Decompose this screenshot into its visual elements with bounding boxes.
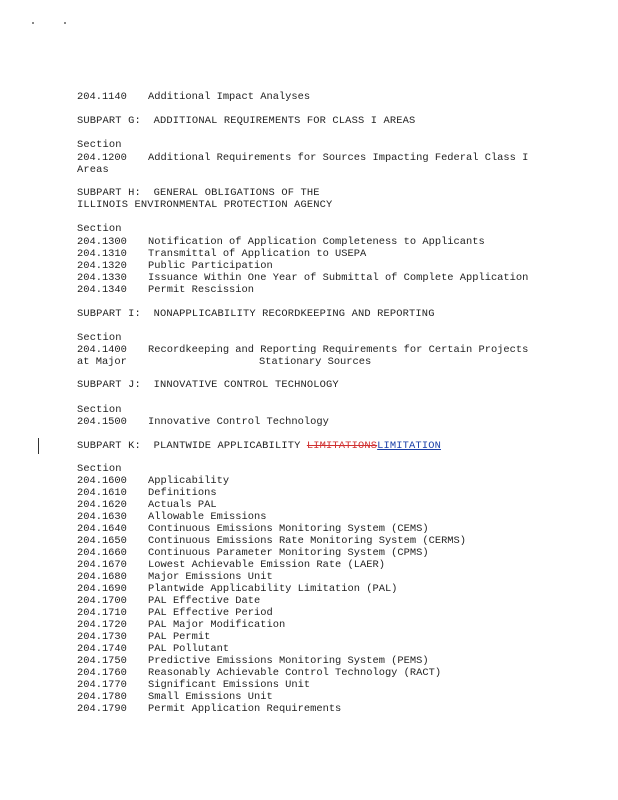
inserted-text: LIMITATION (377, 440, 441, 452)
section-title: PAL Effective Date (148, 595, 261, 607)
section-number: 204.1630 (77, 511, 127, 523)
section-title: PAL Permit (148, 631, 211, 643)
section-title: Additional Requirements for Sources Impacting Federal Class I (148, 152, 529, 164)
section-title: Innovative Control Technology (148, 416, 329, 428)
section-number: 204.1670 (77, 559, 127, 571)
toc-entry (77, 643, 229, 655)
toc-entry (77, 535, 466, 547)
section-title: Allowable Emissions (148, 511, 267, 523)
section-title: Continuous Parameter Monitoring System (CPMS) (148, 547, 429, 559)
toc-entry (77, 344, 528, 356)
section-number: 204.1320 (77, 260, 127, 272)
section-number: 204.1690 (77, 583, 127, 595)
toc-entry (77, 583, 397, 595)
toc-entry (77, 475, 229, 487)
section-title: Continuous Emissions Monitoring System (CEMS) (148, 523, 429, 535)
subpart-k-heading (77, 440, 441, 452)
section-number: 204.1340 (77, 284, 127, 296)
section-title: Public Participation (148, 260, 273, 272)
section-title: Continuous Emissions Rate Monitoring System (CERMS) (148, 535, 467, 547)
section-title: Actuals PAL (148, 499, 217, 511)
section-number: 204.1330 (77, 272, 127, 284)
section-title: Small Emissions Unit (148, 691, 273, 703)
continuation-left: at Major (77, 356, 127, 368)
continuation-right: Stationary Sources (259, 356, 372, 368)
section-title: Significant Emissions Unit (148, 679, 311, 691)
section-number: 204.1660 (77, 547, 127, 559)
section-number: 204.1740 (77, 643, 127, 655)
section-number: 204.1760 (77, 667, 127, 679)
section-title: Additional Impact Analyses (148, 91, 311, 103)
section-title: Plantwide Applicability Limitation (PAL) (148, 583, 398, 595)
subpart-h-heading: SUBPART H: GENERAL OBLIGATIONS OF THE (77, 187, 320, 199)
section-title: Permit Application Requirements (148, 703, 342, 715)
toc-entry (77, 248, 366, 260)
section-label: Section (77, 223, 122, 235)
section-number: 204.1640 (77, 523, 127, 535)
toc-entry (77, 284, 254, 296)
section-number: 204.1710 (77, 607, 127, 619)
section-title: Transmittal of Application to USEPA (148, 248, 367, 260)
section-number: 204.1730 (77, 631, 127, 643)
section-title: PAL Effective Period (148, 607, 273, 619)
toc-entry (77, 559, 385, 571)
section-number: 204.1140 (77, 91, 127, 103)
toc-entry (77, 236, 485, 248)
section-label: Section (77, 332, 122, 344)
section-number: 204.1650 (77, 535, 127, 547)
section-number: 204.1700 (77, 595, 127, 607)
section-title: Notification of Application Completeness to Applicants (148, 236, 485, 248)
section-number: 204.1500 (77, 416, 127, 428)
toc-entry (77, 655, 429, 667)
section-number: 204.1600 (77, 475, 127, 487)
subpart-h-heading-line2: ILLINOIS ENVIRONMENTAL PROTECTION AGENCY (77, 199, 333, 211)
toc-entry (77, 607, 273, 619)
toc-entry (77, 679, 310, 691)
toc-entry (77, 91, 310, 103)
section-number: 204.1400 (77, 344, 127, 356)
toc-entry (77, 547, 429, 559)
scan-speck (64, 22, 66, 24)
subpart-j-heading: SUBPART J: INNOVATIVE CONTROL TECHNOLOGY (77, 379, 339, 391)
section-number: 204.1750 (77, 655, 127, 667)
section-number: 204.1310 (77, 248, 127, 260)
section-label: Section (77, 404, 122, 416)
toc-entry (77, 691, 273, 703)
toc-entry (77, 272, 528, 284)
toc-entry (77, 631, 210, 643)
scan-speck (32, 22, 34, 24)
section-title-continuation: Areas (77, 164, 109, 176)
toc-entry (77, 703, 341, 715)
section-number: 204.1200 (77, 152, 127, 164)
section-title: PAL Major Modification (148, 619, 286, 631)
section-number: 204.1680 (77, 571, 127, 583)
section-title: Applicability (148, 475, 230, 487)
toc-entry (77, 499, 217, 511)
subpart-i-heading: SUBPART I: NONAPPLICABILITY RECORDKEEPING AND REPORTING (77, 308, 435, 320)
section-title: Lowest Achievable Emission Rate (LAER) (148, 559, 385, 571)
section-number: 204.1790 (77, 703, 127, 715)
section-title: Recordkeeping and Reporting Requirements for Certain Projects (148, 344, 529, 356)
toc-entry (77, 487, 217, 499)
toc-entry (77, 523, 429, 535)
section-title: PAL Pollutant (148, 643, 230, 655)
section-label: Section (77, 463, 122, 475)
section-number: 204.1770 (77, 679, 127, 691)
section-number: 204.1720 (77, 619, 127, 631)
toc-entry (77, 511, 266, 523)
revision-change-bar (38, 438, 39, 454)
subpart-g-heading: SUBPART G: ADDITIONAL REQUIREMENTS FOR CLASS I AREAS (77, 115, 416, 127)
section-title: Reasonably Achievable Control Technology (RACT) (148, 667, 442, 679)
toc-entry (77, 260, 273, 272)
toc-entry (77, 416, 329, 428)
section-label: Section (77, 139, 122, 151)
section-title: Issuance Within One Year of Submittal of Complete Application (148, 272, 529, 284)
toc-entry (77, 667, 441, 679)
toc-entry (77, 571, 273, 583)
toc-entry (77, 595, 260, 607)
section-title: Permit Rescission (148, 284, 255, 296)
section-number: 204.1780 (77, 691, 127, 703)
toc-entry (77, 619, 285, 631)
subpart-k-heading-prefix: SUBPART K: PLANTWIDE APPLICABILITY (77, 440, 307, 452)
toc-entry (77, 152, 528, 164)
section-title-continuation (77, 356, 371, 368)
section-title: Definitions (148, 487, 217, 499)
section-title: Major Emissions Unit (148, 571, 273, 583)
section-title: Predictive Emissions Monitoring System (PEMS) (148, 655, 429, 667)
section-number: 204.1610 (77, 487, 127, 499)
deleted-text: LIMITATIONS (306, 440, 378, 452)
section-number: 204.1300 (77, 236, 127, 248)
section-number: 204.1620 (77, 499, 127, 511)
